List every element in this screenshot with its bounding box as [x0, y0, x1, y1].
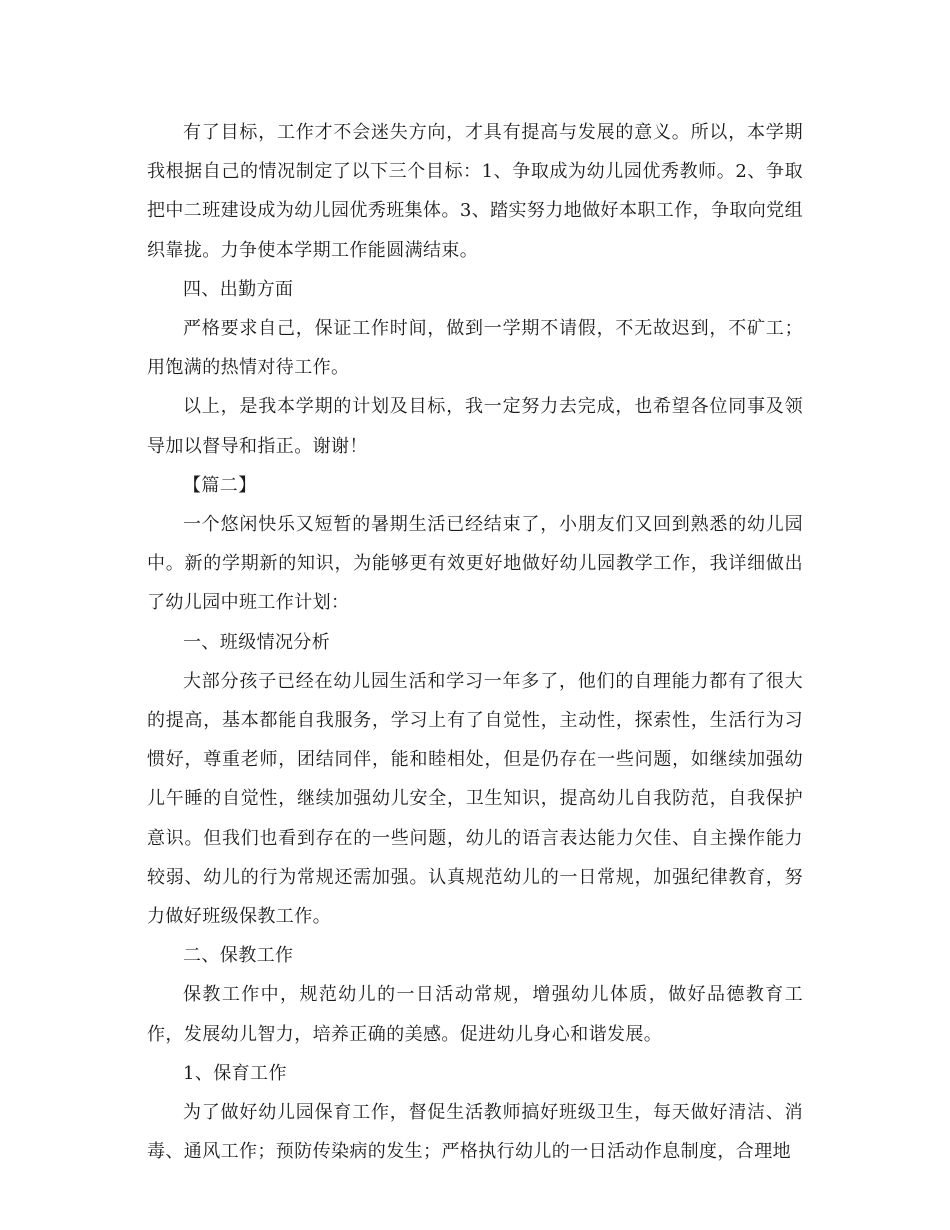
paragraph-childcare: 为了做好幼儿园保育工作，督促生活教师搞好班级卫生，每天做好清洁、消毒、通风工作；预防传染病的发生；严格执行幼儿的一日活动作息制度，合理地: [147, 1102, 803, 1163]
paragraph-closing: 以上，是我本学期的计划及目标，我一定努力去完成，也希望各位同事及领导加以督导和指正。谢谢！: [147, 396, 803, 457]
paragraph-goals: 有了目标，工作才不会迷失方向，才具有提高与发展的意义。所以，本学期我根据自己的情况制定了以下三个目标：1、争取成为幼儿园优秀教师。2、争取把中二班建设成为幼儿园优秀班集体。3、踏实努力地做好本职工作，争取向党组织靠拢。力争使本学期工作能圆满结束。: [147, 122, 803, 261]
paragraph-attendance: 严格要求自己，保证工作时间，做到一学期不请假，不无故迟到，不矿工；用饱满的热情对待工作。: [147, 318, 803, 379]
paragraph-class-analysis: 大部分孩子已经在幼儿园生活和学习一年多了，他们的自理能力都有了很大的提高，基本都能自我服务，学习上有了自觉性，主动性，探索性，生活行为习惯好，尊重老师，团结同伴，能和睦相处，但是仍存在一些问题，如继续加强幼儿午睡的自觉性，继续加强幼儿安全，卫生知识，提高幼儿自我防范，自我保护意识。但我们也看到存在的一些问题，幼儿的语言表达能力欠佳、自主操作能力较弱、幼儿的行为常规还需加强。认真规范幼儿的一日常规，加强纪律教育，努力做好班级保教工作。: [147, 670, 803, 928]
paragraph-intro: 一个悠闲快乐又短暂的暑期生活已经结束了，小朋友们又回到熟悉的幼儿园中。新的学期新的知识，为能够更有效更好地做好幼儿园教学工作，我详细做出了幼儿园中班工作计划：: [147, 514, 803, 614]
heading-class-analysis: 一、班级情况分析: [183, 631, 331, 653]
heading-childcare: 1、保育工作: [183, 1062, 287, 1084]
paragraph-care-education: 保教工作中，规范幼儿的一日活动常规，增强幼儿体质，做好品德教育工作，发展幼儿智力，培养正确的美感。促进幼儿身心和谐发展。: [147, 984, 803, 1045]
heading-attendance: 四、出勤方面: [183, 278, 294, 300]
heading-part-two: 【篇二】: [183, 474, 257, 496]
document-body: [147, 113, 803, 1171]
heading-care-education: 二、保教工作: [183, 945, 294, 967]
